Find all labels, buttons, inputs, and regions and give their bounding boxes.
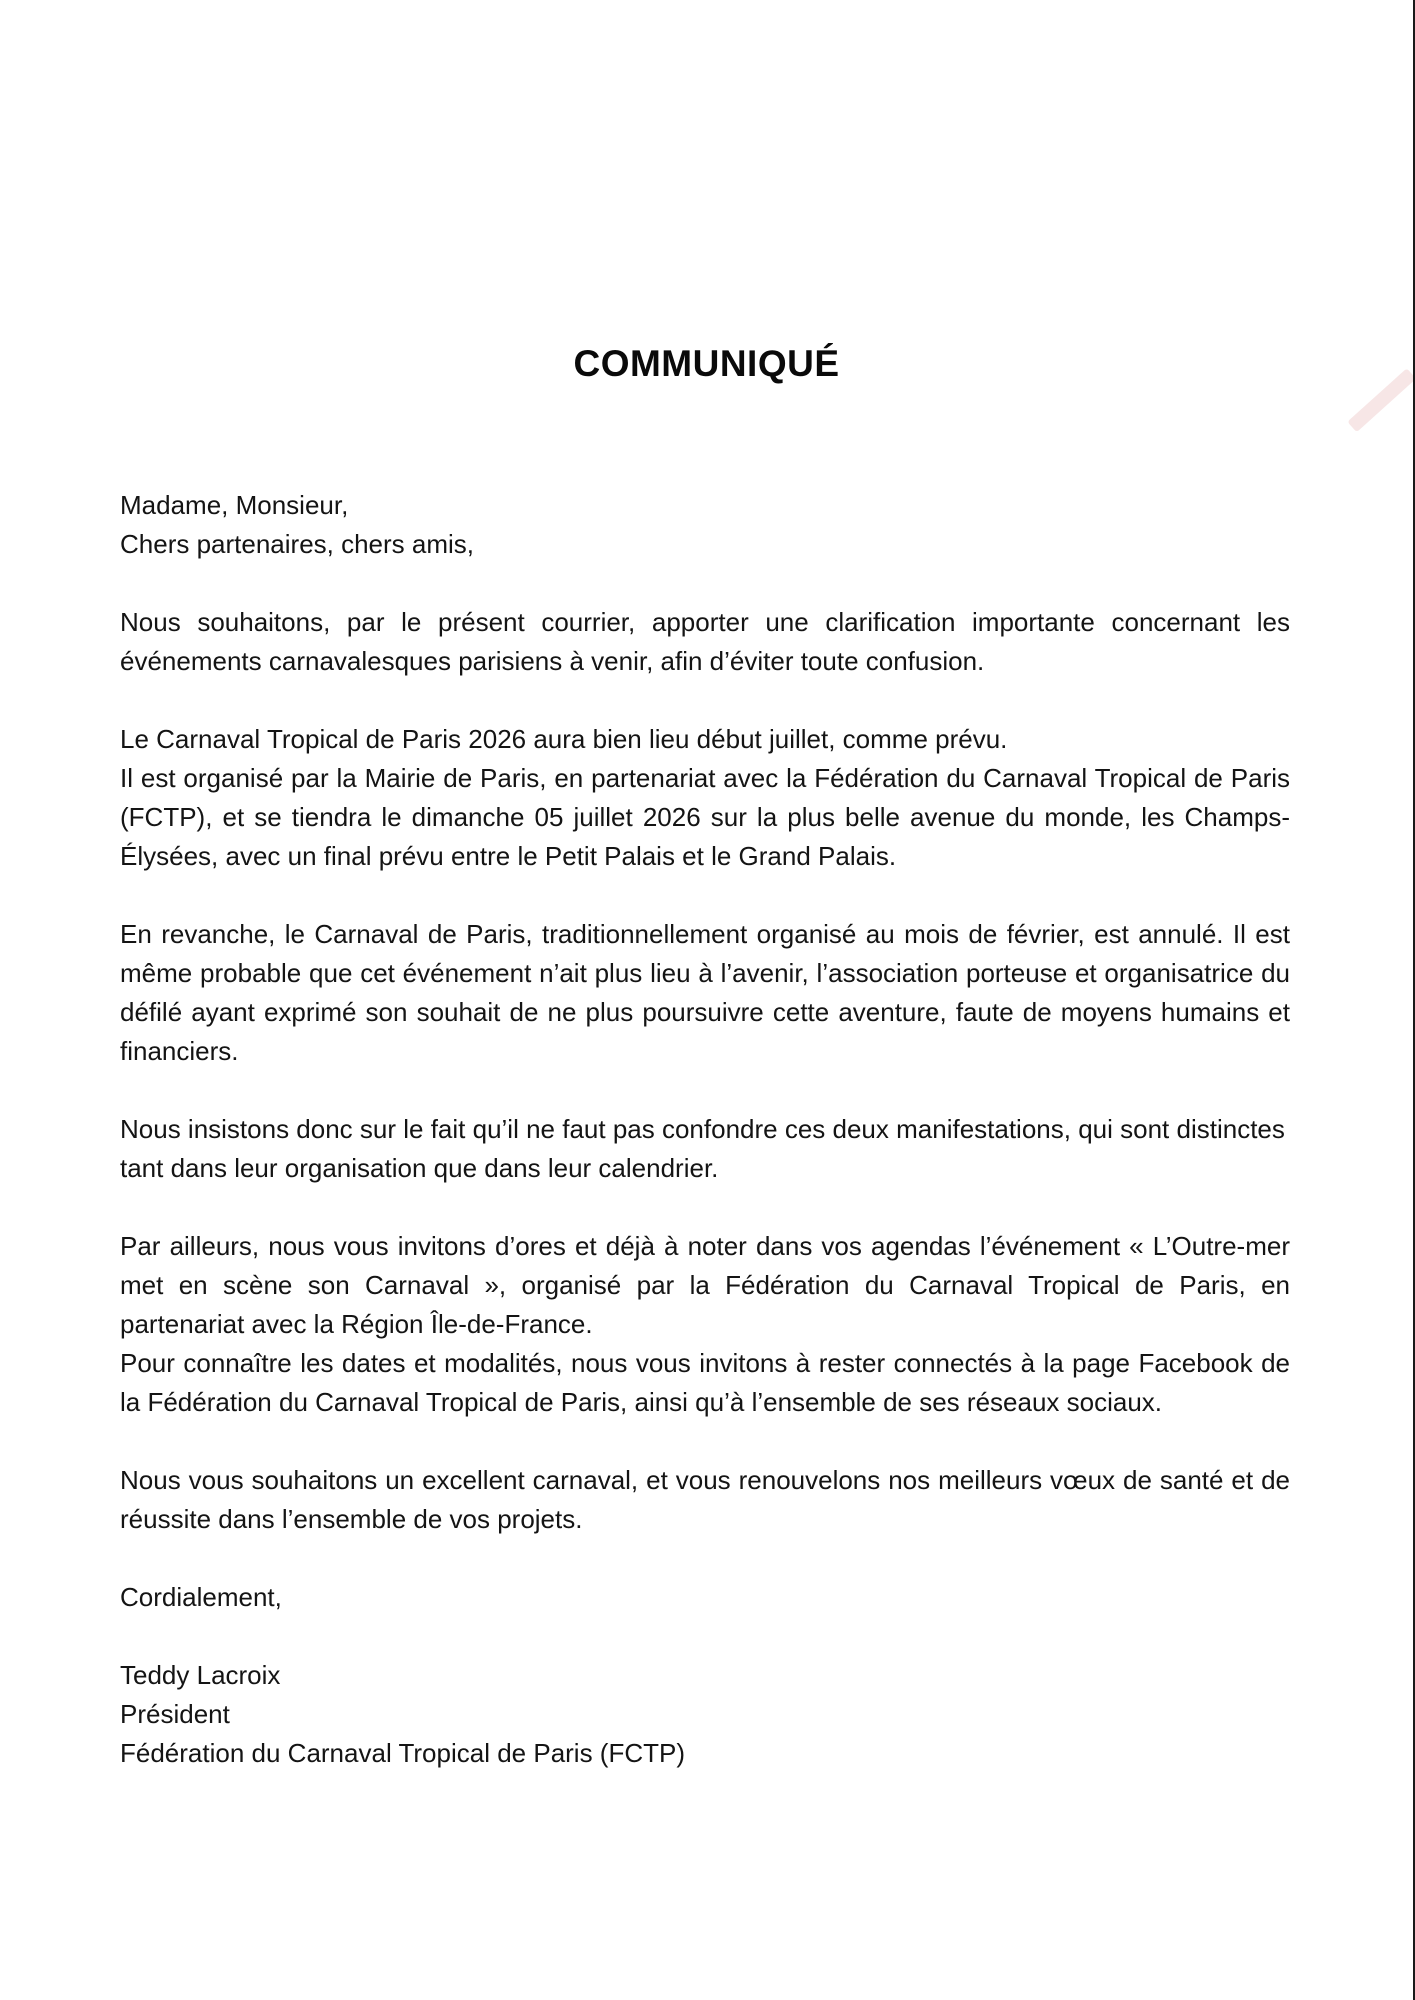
signature-name: Teddy Lacroix <box>120 1660 281 1690</box>
paragraph-carnaval-tropical <box>120 720 1290 876</box>
letter-body <box>120 486 1290 1773</box>
salutation-line-1: Madame, Monsieur, <box>120 490 349 520</box>
paragraph-carnaval-tropical-lead: Le Carnaval Tropical de Paris 2026 aura bien lieu début juillet, comme prévu. <box>120 724 1008 754</box>
paragraph-outre-mer-event <box>120 1227 1290 1422</box>
paragraph-outre-mer-announcement: Par ailleurs, nous vous invitons d’ores et déjà à noter dans vos agendas l’événement « L’Outre-mer met en scène son Carnaval », organisé par la Fédération du Carnaval Tropical de Paris, en partenariat avec la Région Île-de-France. <box>120 1231 1290 1339</box>
paragraph-social-media: Pour connaître les dates et modalités, nous vous invitons à rester connectés à la page Facebook de la Fédération du Carnaval Tropical de Paris, ainsi qu’à l’ensemble de ses réseaux sociaux. <box>120 1348 1290 1417</box>
signature-organization: Fédération du Carnaval Tropical de Paris (FCTP) <box>120 1738 686 1768</box>
page-title: COMMUNIQUÉ <box>573 343 840 384</box>
salutation-line-2: Chers partenaires, chers amis, <box>120 529 475 559</box>
signature-block <box>120 1656 1290 1773</box>
signature-role: Président <box>120 1699 230 1729</box>
paragraph-carnaval-tropical-details: Il est organisé par la Mairie de Paris, en partenariat avec la Fédération du Carnaval Tropical de Paris (FCTP), et se tiendra le dimanche 05 juillet 2026 sur la plus belle avenue du monde, les Champs-Élysées, avec un final prévu entre le Petit Palais et le Grand Palais. <box>120 763 1290 871</box>
paragraph-distinction: Nous insistons donc sur le fait qu’il ne faut pas confondre ces deux manifestations, qui sont distinctes tant dans leur organisation que dans leur calendrier. <box>120 1114 1285 1183</box>
closing: Cordialement, <box>120 1582 282 1612</box>
salutation <box>120 486 1290 564</box>
paragraph-intro: Nous souhaitons, par le présent courrier, apporter une clarification importante concernant les événements carnavalesques parisiens à venir, afin d’éviter toute confusion. <box>120 607 1290 676</box>
paragraph-wishes: Nous vous souhaitons un excellent carnaval, et vous renouvelons nos meilleurs vœux de santé et de réussite dans l’ensemble de vos projets. <box>120 1465 1290 1534</box>
paragraph-carnaval-paris-cancelled: En revanche, le Carnaval de Paris, traditionnellement organisé au mois de février, est annulé. Il est même probable que cet événement n’ait plus lieu à l’avenir, l’association porteuse et organisatrice du défilé ayant exprimé son souhait de ne plus poursuivre cette aventure, faute de moyens humains et financiers. <box>120 919 1290 1066</box>
